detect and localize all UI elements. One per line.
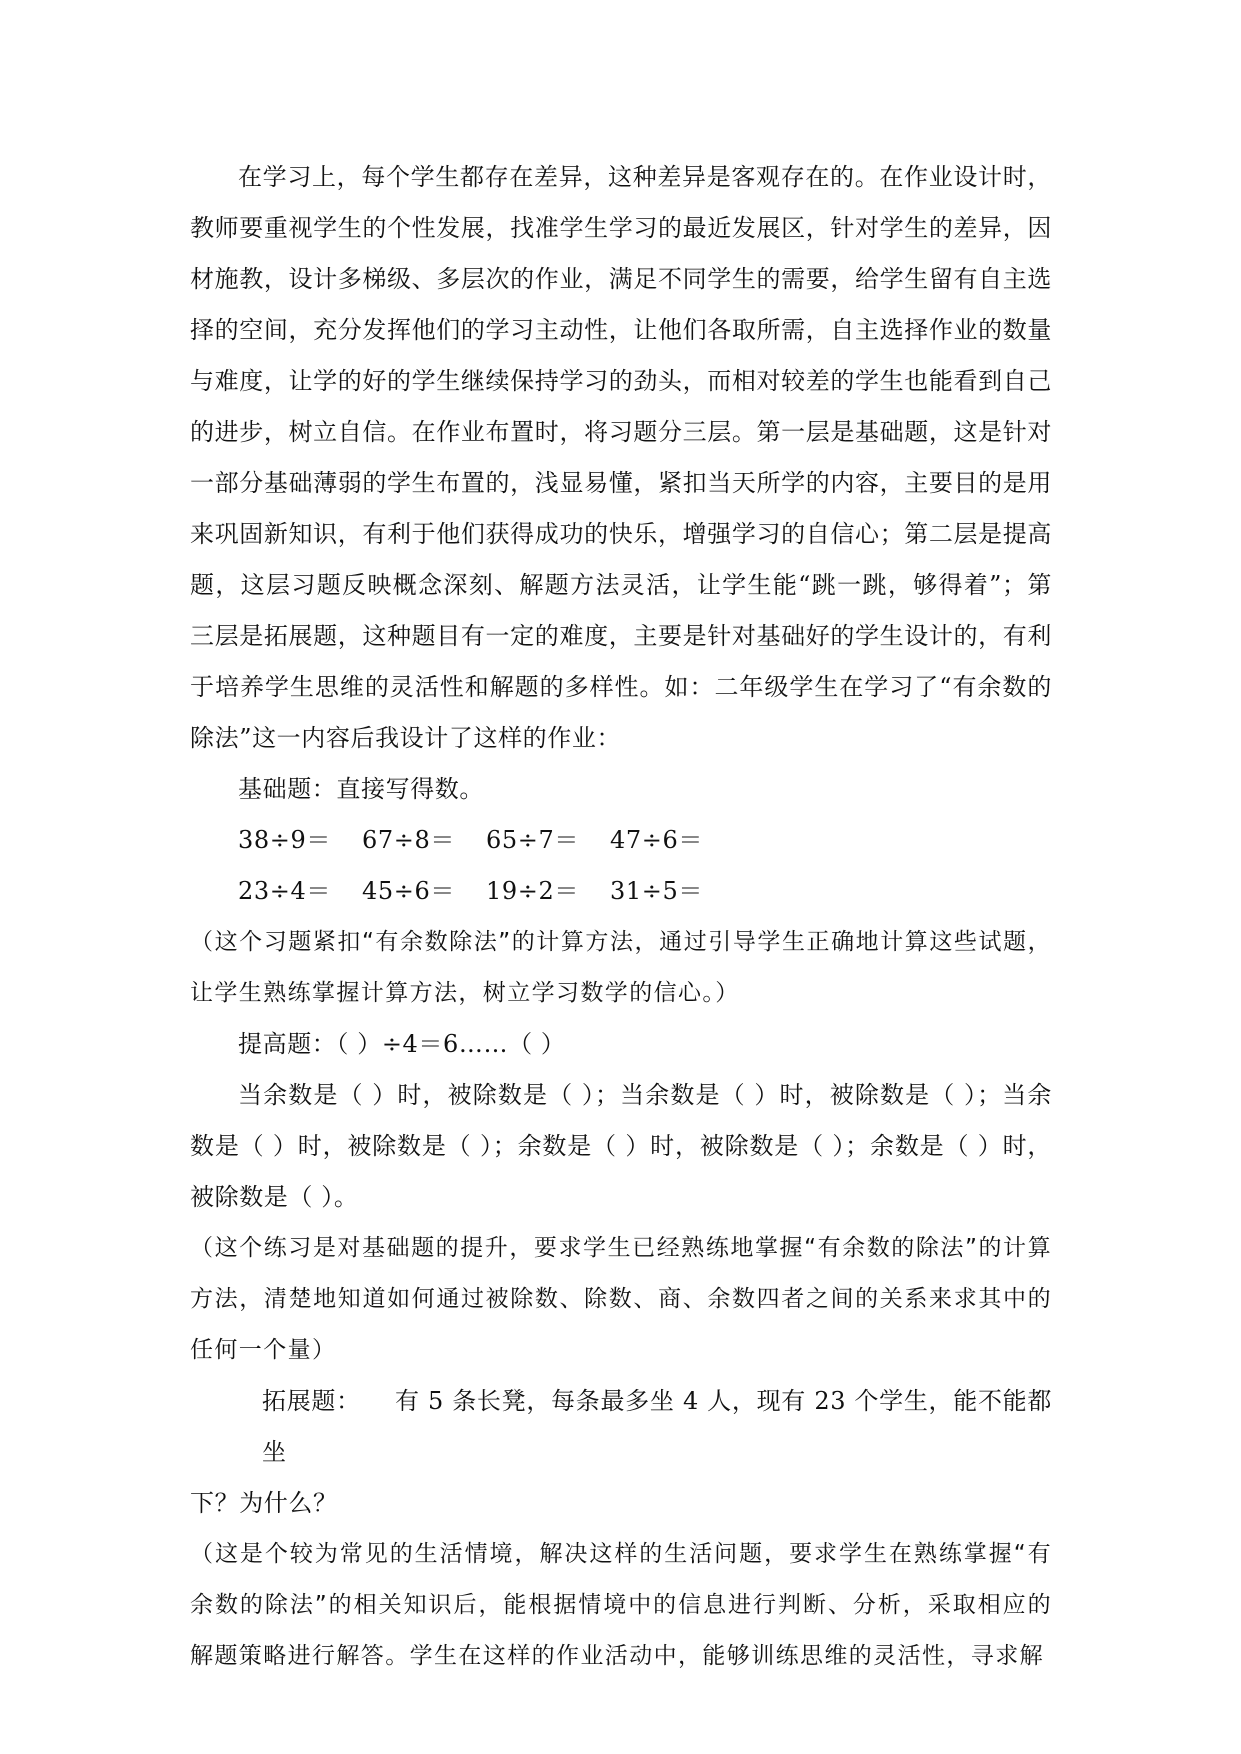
equation: 38÷9＝ — [238, 826, 331, 854]
equation: 45÷6＝ — [362, 877, 455, 905]
basic-equations-row-2 — [190, 866, 1052, 917]
document-body — [190, 152, 1052, 1682]
equation: 23÷4＝ — [238, 877, 331, 905]
equation: 31÷5＝ — [610, 877, 703, 905]
intro-paragraph: 在学习上，每个学生都存在差异，这种差异是客观存在的。在作业设计时，教师要重视学生的个性发展，找准学生学习的最近发展区，针对学生的差异，因材施教，设计多梯级、多层次的作业，满足不同学生的需要，给学生留有自主选择的空间，充分发挥他们的学习主动性，让他们各取所需，自主选择作业的数量与难度，让学的好的学生继续保持学习的劲头，而相对较差的学生也能看到自己的进步，树立自信。在作业布置时，将习题分三层。第一层是基础题，这是针对一部分基础薄弱的学生布置的，浅显易懂，紧扣当天所学的内容，主要目的是用来巩固新知识，有利于他们获得成功的快乐，增强学习的自信心；第二层是提高题，这层习题反映概念深刻、解题方法灵活，让学生能“跳一跳，够得着”；第三层是拓展题，这种题目有一定的难度，主要是针对基础好的学生设计的，有利于培养学生思维的灵活性和解题的多样性。如：二年级学生在学习了“有余数的除法”这一内容后我设计了这样的作业： — [190, 163, 1052, 752]
basic-exercise-label: 基础题：直接写得数。 — [238, 775, 484, 803]
equation: 67÷8＝ — [362, 826, 455, 854]
equation: 19÷2＝ — [486, 877, 579, 905]
basic-exercise-note: （这个习题紧扣“有余数除法”的计算方法，通过引导学生正确地计算这些试题，让学生熟练掌握计算方法，树立学习数学的信心。） — [190, 929, 1052, 1006]
advanced-exercise-note: （这个练习是对基础题的提升，要求学生已经熟练地掌握“有余数的除法”的计算方法，清楚地知道如何通过被除数、除数、商、余数四者之间的关系来求其中的任何一个量） — [190, 1235, 1052, 1363]
advanced-exercise-text: 当余数是（ ）时，被除数是（ ）；当余数是（ ）时，被除数是（ ）；当余数是（ ）时，被除数是（ ）；余数是（ ）时，被除数是（ ）；余数是（ ）时，被除数是（ ）。 — [190, 1081, 1052, 1211]
advanced-exercise-label: 提高题：（ ）÷4＝6……（ ） — [238, 1030, 566, 1058]
extension-exercise-label: 拓展题： — [262, 1387, 361, 1415]
extension-exercise-text: 有 5 条长凳，每条最多坐 4 人，现有 23 个学生，能不能都坐 — [262, 1387, 1052, 1466]
extension-exercise-line — [190, 1376, 1052, 1478]
basic-equations-row-1 — [190, 815, 1052, 866]
equation: 65÷7＝ — [486, 826, 579, 854]
extension-exercise-note: （这是个较为常见的生活情境，解决这样的生活问题，要求学生在熟练掌握“有余数的除法”的相关知识后，能根据情境中的信息进行判断、分析，采取相应的解题策略进行解答。学生在这样的作业活动中，能够训练思维的灵活性，寻求解 — [190, 1541, 1052, 1669]
extension-exercise-text-continued: 下？为什么？ — [190, 1489, 338, 1517]
equation: 47÷6＝ — [610, 826, 703, 854]
